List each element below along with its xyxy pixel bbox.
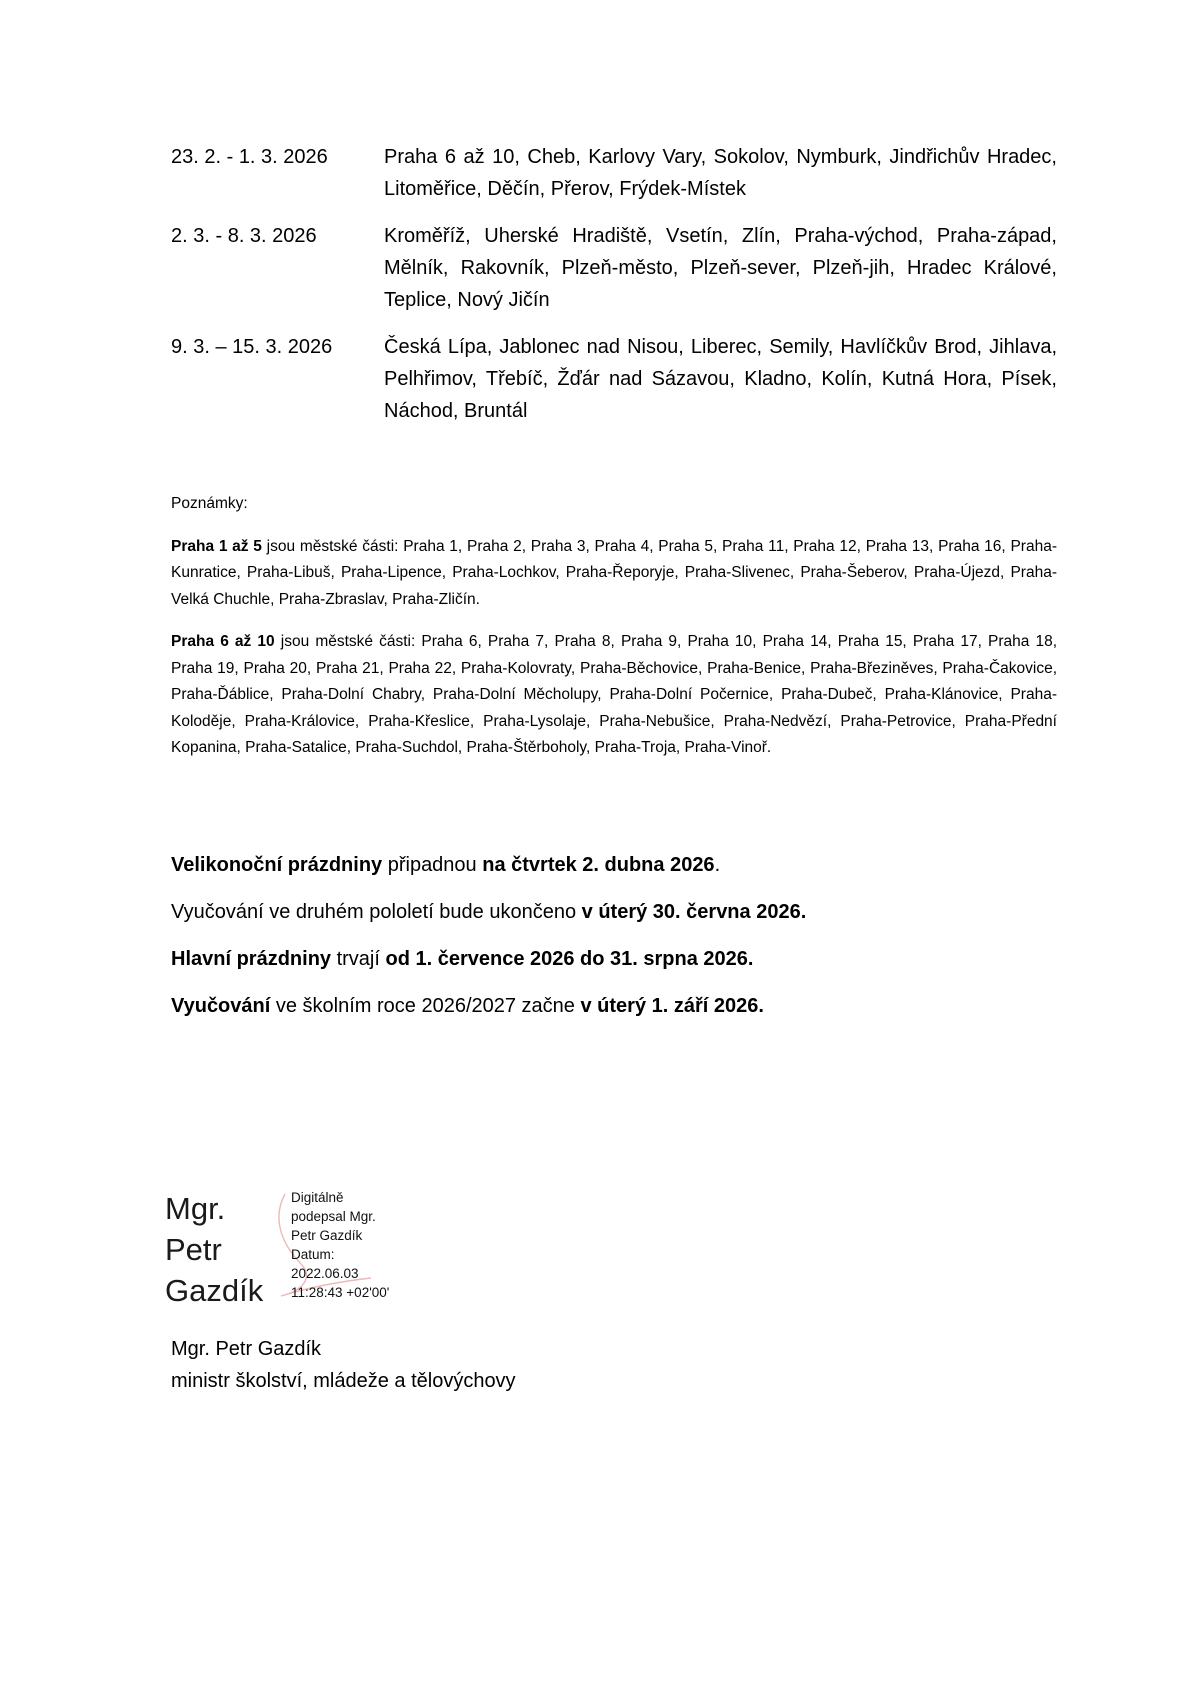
signatory-name: Mgr. Petr Gazdík: [171, 1338, 322, 1360]
digital-signature[interactable]: [165, 1188, 425, 1323]
fact-bold: Velikonoční prázdniny: [171, 854, 383, 876]
schedule-table: [171, 141, 1057, 442]
signature-name: [165, 1188, 263, 1311]
signature-info: [291, 1188, 389, 1302]
fact-text: .: [714, 854, 721, 876]
fact-text: Vyučování ve druhém pololetí bude ukončeno: [171, 901, 582, 923]
schedule-places: Česká Lípa, Jablonec nad Nisou, Liberec, Semily, Havlíčkův Brod, Jihlava, Pelhřimov, Třebíč, Žďár nad Sázavou, Kladno, Kolín, Kutná Hora, Písek, Náchod, Bruntál: [384, 336, 1057, 422]
signature-info-line: Digitálně: [291, 1190, 344, 1205]
note-praha-1-5: [171, 534, 1057, 614]
fact-summer-holidays: [171, 943, 1057, 975]
note-praha-6-10: [171, 629, 1057, 762]
fact-bold: Hlavní prázdniny: [171, 948, 332, 970]
fact-text: trvají: [331, 948, 386, 970]
schedule-row: [171, 331, 1057, 427]
schedule-date: 23. 2. - 1. 3. 2026: [171, 146, 328, 168]
schedule-row: [171, 141, 1057, 205]
signature-info-line: Petr Gazdík: [291, 1228, 363, 1243]
signature-name-line: Mgr.: [165, 1191, 226, 1226]
schedule-date: 9. 3. – 15. 3. 2026: [171, 336, 333, 358]
signature-name-line: Gazdík: [165, 1273, 264, 1308]
schedule-date: 2. 3. - 8. 3. 2026: [171, 225, 317, 247]
schedule-places: Praha 6 až 10, Cheb, Karlovy Vary, Sokolov, Nymburk, Jindřichův Hradec, Litoměřice, Děčín, Přerov, Frýdek-Místek: [384, 146, 1057, 200]
signature-info-line: 2022.06.03: [291, 1266, 359, 1281]
note-text: jsou městské části: Praha 1, Praha 2, Praha 3, Praha 4, Praha 5, Praha 11, Praha 12, Praha 13, Praha 16, Praha-Kunratice, Praha-Libuš, Praha-Lipence, Praha-Lochkov, Praha-Řeporyje, Praha-Slivenec, Praha-Šeberov, Praha-Újezd, Praha-Velká Chuchle, Praha-Zbraslav, Praha-Zličín.: [171, 537, 1057, 608]
fact-bold: v úterý 30. června 2026.: [581, 901, 807, 923]
notes-heading: Poznámky:: [171, 495, 248, 512]
fact-term-end: [171, 896, 1057, 928]
fact-bold: od 1. července 2026 do 31. srpna 2026.: [385, 948, 754, 970]
fact-text: ve školním roce 2026/2027 začne: [270, 995, 581, 1017]
note-bold: Praha 6 až 10: [171, 633, 275, 650]
schedule-places: Kroměříž, Uherské Hradiště, Vsetín, Zlín, Praha-východ, Praha-západ, Mělník, Rakovník, Plzeň-město, Plzeň-sever, Plzeň-jih, Hradec Králové, Teplice, Nový Jičín: [384, 225, 1057, 311]
holiday-facts: [171, 849, 1057, 1037]
fact-next-year-start: [171, 990, 1057, 1022]
note-bold: Praha 1 až 5: [171, 537, 262, 555]
signatory-block: [171, 1333, 516, 1397]
notes-section: [171, 491, 1057, 778]
signature-info-line: Datum:: [291, 1247, 335, 1262]
schedule-row: [171, 220, 1057, 316]
signature-info-line: 11:28:43 +02'00': [291, 1285, 390, 1300]
fact-bold: na čtvrtek 2. dubna 2026: [482, 854, 715, 876]
signature-info-line: podepsal Mgr.: [291, 1209, 376, 1224]
fact-bold: Vyučování: [171, 995, 271, 1017]
fact-easter: [171, 849, 1057, 881]
fact-bold: v úterý 1. září 2026.: [580, 995, 764, 1017]
note-text: jsou městské části: Praha 6, Praha 7, Praha 8, Praha 9, Praha 10, Praha 14, Praha 15, Praha 17, Praha 18, Praha 19, Praha 20, Praha 21, Praha 22, Praha-Kolovraty, Praha-Běchovice, Praha-Benice, Praha-Březiněves, Praha-Čakovice, Praha-Ďáblice, Praha-Dolní Chabry, Praha-Dolní Měcholupy, Praha-Dolní Počernice, Praha-Dubeč, Praha-Klánovice, Praha-Koloděje, Praha-Královice, Praha-Křeslice, Praha-Lysolaje, Praha-Nebušice, Praha-Nedvězí, Praha-Petrovice, Praha-Přední Kopanina, Praha-Satalice, Praha-Suchdol, Praha-Štěrboholy, Praha-Troja, Praha-Vinoř.: [171, 633, 1058, 756]
signatory-title: ministr školství, mládeže a tělovýchovy: [171, 1370, 516, 1392]
signature-name-line: Petr: [165, 1232, 222, 1267]
fact-text: připadnou: [382, 854, 483, 876]
